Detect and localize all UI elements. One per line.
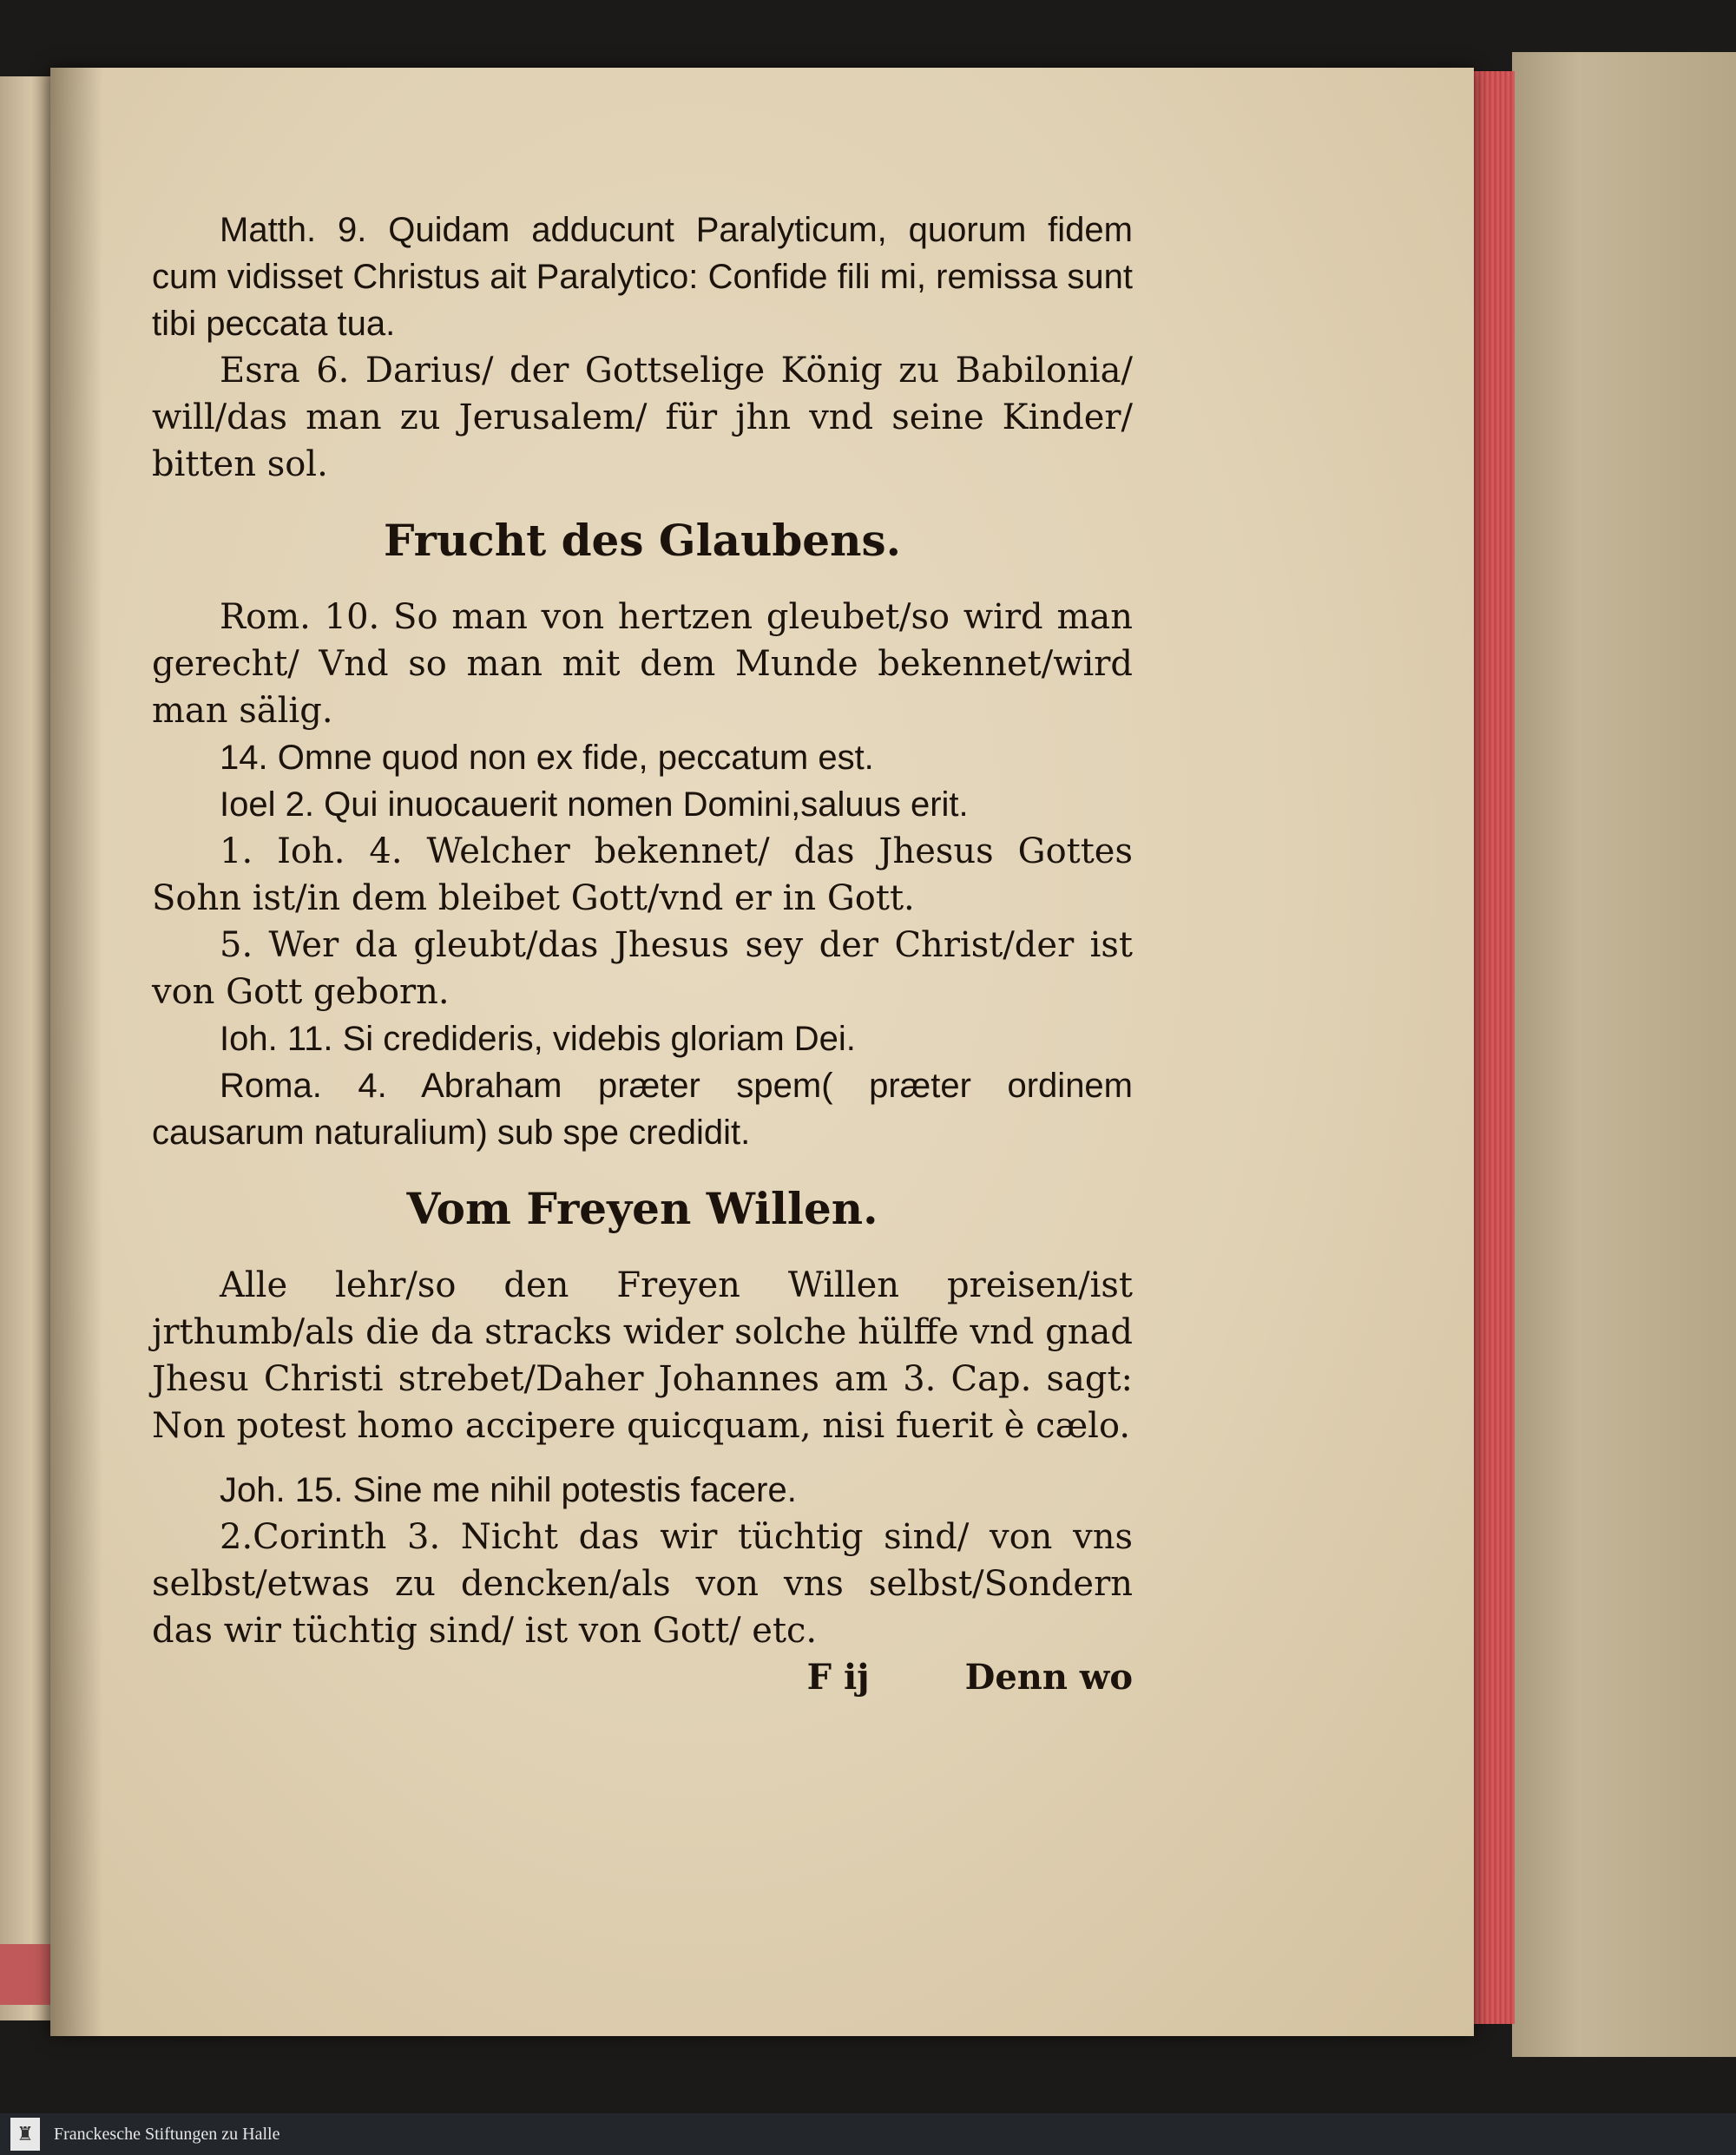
line-alle-lehr: Alle lehr/so den Freyen Willen preisen/ist jrthumb/als die da stracks wider solche hülffe vnd gnad Jhesu Christi strebet/Daher Johannes am 3. Cap. sagt: Non potest homo accipere quicquam, nisi fuerit è cælo. bbox=[152, 1265, 1133, 1446]
left-page-edge bbox=[0, 76, 54, 2020]
page-text bbox=[152, 207, 1133, 1701]
institution-logo-icon: ♜ bbox=[10, 2118, 40, 2151]
line-matth-9: Matth. 9. Quidam adducunt Paralyticum, quorum fidem cum vidisset Christus ait Paralytico: Confide fili mi, remissa sunt tibi peccata tua. bbox=[152, 211, 1133, 343]
line-ioel-2: Ioel 2. Qui inuocauerit nomen Domini,saluus erit. bbox=[220, 785, 969, 824]
line-1-ioh-4: 1. Ioh. 4. Welcher bekennet/ das Jhesus Gottes Sohn ist/in dem bleibet Gott/vnd er in Gott. bbox=[152, 831, 1133, 918]
line-2-corinth-3: 2.Corinth 3. Nicht das wir tüchtig sind/ von vns selbst/etwas zu dencken/als von vns selbst/Sondern das wir tüchtig sind/ ist von Gott/ etc. bbox=[152, 1517, 1133, 1651]
line-joh-15: Joh. 15. Sine me nihil potestis facere. bbox=[220, 1471, 797, 1509]
line-roma-4: Roma. 4. Abraham præter spem( præter ordinem causarum naturalium) sub spe credidit. bbox=[152, 1067, 1133, 1152]
line-esra-6: Esra 6. Darius/ der Gottselige König zu Babilonia/ will/das man zu Jerusalem/ für jhn vnd seine Kinder/ bitten sol. bbox=[152, 351, 1133, 484]
line-ioh-11: Ioh. 11. Si credideris, videbis gloriam Dei. bbox=[220, 1020, 856, 1058]
red-page-edges bbox=[1467, 71, 1515, 2024]
line-5-wer: 5. Wer da gleubt/das Jhesus sey der Christ/der ist von Gott geborn. bbox=[152, 925, 1133, 1012]
catchword: Denn wo bbox=[964, 1657, 1133, 1698]
line-rom-10: Rom. 10. So man von hertzen gleubet/so wird man gerecht/ Vnd so man mit dem Munde bekennet/wird man sälig. bbox=[152, 597, 1133, 731]
page-footer-line bbox=[152, 1654, 1133, 1701]
book-board bbox=[1512, 52, 1736, 2057]
heading-vom-freyen-willen: Vom Freyen Willen. bbox=[406, 1183, 878, 1234]
line-14-omne: 14. Omne quod non ex fide, peccatum est. bbox=[220, 739, 874, 777]
page-gutter bbox=[50, 68, 102, 2036]
institution-banner bbox=[0, 2113, 1736, 2155]
signature-mark: F ij bbox=[806, 1657, 870, 1698]
institution-label: Franckesche Stiftungen zu Halle bbox=[54, 2124, 280, 2144]
heading-frucht-des-glaubens: Frucht des Glaubens. bbox=[383, 515, 902, 566]
